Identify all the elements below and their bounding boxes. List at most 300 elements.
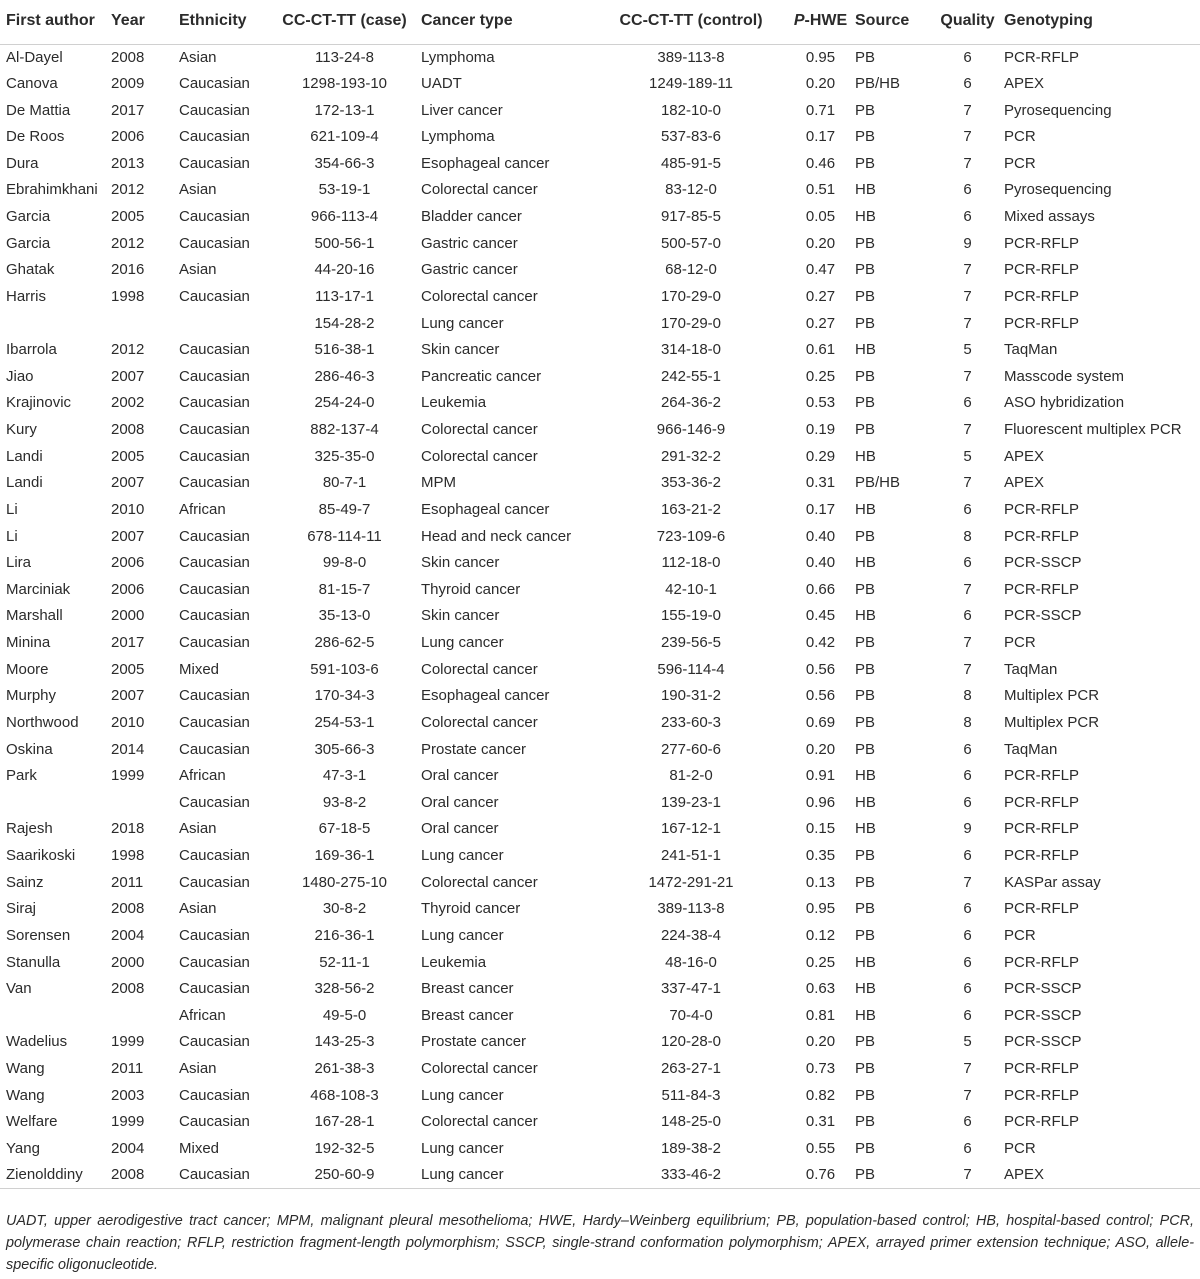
cell-genotyping: APEX [1004, 74, 1045, 92]
cell-control-genotypes: 333-46-2 [660, 1166, 722, 1184]
cell-quality: 6 [963, 926, 972, 944]
cell-first-author: Ibarrola [6, 341, 57, 359]
header-cancer-type: Cancer type [421, 0, 596, 44]
cell-quality: 5 [963, 341, 972, 359]
cell-cancer-type: Pancreatic cancer [421, 367, 542, 385]
cell-p-hwe: 0.20 [805, 74, 836, 92]
cell-source: PB [855, 1086, 876, 1104]
cell-first-author: Dura [6, 154, 39, 172]
cell-control-genotypes: 190-31-2 [660, 687, 722, 705]
cell-quality: 6 [963, 48, 972, 66]
cell-p-hwe: 0.31 [805, 474, 836, 492]
cell-control-genotypes: 596-114-4 [657, 660, 725, 678]
cell-year: 1999 [111, 1113, 145, 1131]
cell-quality: 7 [963, 128, 972, 146]
cell-case-genotypes: 1480-275-10 [301, 873, 388, 891]
cell-case-genotypes: 53-19-1 [318, 181, 371, 199]
cell-cancer-type: Colorectal cancer [421, 447, 538, 465]
cell-ethnicity: Asian [179, 820, 217, 838]
cell-source: PB [855, 128, 876, 146]
cell-control-genotypes: 155-19-0 [660, 607, 722, 625]
cell-cancer-type: Lung cancer [421, 634, 504, 652]
cell-ethnicity: Caucasian [179, 74, 250, 92]
cell-year: 2009 [111, 74, 145, 92]
cell-control-genotypes: 1249-189-11 [649, 74, 733, 92]
cell-p-hwe: 0.76 [805, 1166, 836, 1184]
cell-ethnicity: Caucasian [179, 154, 250, 172]
cell-first-author: Harris [6, 287, 46, 305]
cell-ethnicity: Caucasian [179, 687, 250, 705]
table-row [0, 1162, 1200, 1189]
cell-source: PB [855, 314, 876, 332]
cell-quality: 6 [963, 500, 972, 518]
cell-cancer-type: Skin cancer [421, 341, 500, 359]
cell-cancer-type: Gastric cancer [421, 234, 518, 252]
cell-source: HB [855, 500, 876, 518]
cell-genotyping: Mixed assays [1004, 208, 1095, 226]
cell-quality: 6 [963, 900, 972, 918]
cell-year: 2008 [111, 980, 145, 998]
cell-year: 2000 [111, 607, 145, 625]
cell-year: 2010 [111, 713, 145, 731]
cell-year [111, 1003, 173, 1030]
table-row [0, 976, 1200, 1003]
cell-quality: 7 [963, 261, 972, 279]
cell-p-hwe: 0.63 [805, 980, 836, 998]
cell-quality: 7 [963, 367, 972, 385]
cell-ethnicity: Mixed [179, 660, 220, 678]
cell-cancer-type: Bladder cancer [421, 208, 522, 226]
cell-case-genotypes: 325-35-0 [314, 447, 375, 465]
table-row [0, 230, 1200, 257]
table-row [0, 683, 1200, 710]
cell-source: HB [855, 341, 876, 359]
cell-first-author: Welfare [6, 1113, 58, 1131]
cell-first-author: De Roos [6, 128, 65, 146]
cell-first-author: Krajinovic [6, 394, 72, 412]
cell-ethnicity: Caucasian [179, 580, 250, 598]
cell-cancer-type: Colorectal cancer [421, 873, 538, 891]
cell-control-genotypes: 148-25-0 [660, 1113, 722, 1131]
cell-p-hwe: 0.20 [805, 740, 836, 758]
cell-control-genotypes: 966-146-9 [656, 421, 726, 439]
cell-year: 2006 [111, 580, 145, 598]
cell-genotyping: TaqMan [1004, 660, 1058, 678]
cell-control-genotypes: 233-60-3 [660, 713, 722, 731]
cell-ethnicity: African [179, 1006, 226, 1024]
cell-source: HB [855, 607, 876, 625]
table-row [0, 923, 1200, 950]
cell-cancer-type: Breast cancer [421, 980, 514, 998]
cell-genotyping: PCR-RFLP [1004, 1060, 1080, 1078]
cell-source: PB/HB [855, 74, 901, 92]
cell-case-genotypes: 192-32-5 [314, 1139, 375, 1157]
cell-quality: 6 [963, 607, 972, 625]
cell-source: PB [855, 926, 876, 944]
cell-case-genotypes: 966-113-4 [310, 208, 379, 226]
cell-p-hwe: 0.95 [805, 48, 836, 66]
cell-quality: 6 [963, 554, 972, 572]
cell-case-genotypes: 250-60-9 [314, 1166, 375, 1184]
table-row [0, 1029, 1200, 1056]
table-row [0, 310, 1200, 337]
cell-source: HB [855, 208, 876, 226]
cell-first-author: Van [6, 980, 32, 998]
cell-source: PB [855, 1060, 876, 1078]
cell-case-genotypes: 52-11-1 [319, 953, 370, 971]
header-year: Year [111, 0, 173, 44]
cell-case-genotypes: 1298-193-10 [301, 74, 388, 92]
cell-first-author: Jiao [6, 367, 34, 385]
table-row [0, 896, 1200, 923]
cell-p-hwe: 0.66 [805, 580, 836, 598]
cell-quality: 7 [963, 873, 972, 891]
cell-ethnicity: Caucasian [179, 607, 250, 625]
cell-p-hwe: 0.12 [805, 926, 836, 944]
table-row [0, 497, 1200, 524]
table-row [0, 949, 1200, 976]
table-row [0, 177, 1200, 204]
cell-cancer-type: Thyroid cancer [421, 900, 521, 918]
cell-first-author: Garcia [6, 234, 51, 252]
cell-control-genotypes: 723-109-6 [656, 527, 726, 545]
cell-genotyping: APEX [1004, 447, 1045, 465]
cell-ethnicity: Mixed [179, 1139, 220, 1157]
cell-p-hwe: 0.56 [805, 687, 836, 705]
cell-year: 2012 [111, 234, 145, 252]
table-row [0, 44, 1200, 71]
cell-year: 2008 [111, 900, 145, 918]
cell-p-hwe: 0.81 [805, 1006, 836, 1024]
cell-year: 2012 [111, 341, 145, 359]
cell-cancer-type: Esophageal cancer [421, 154, 550, 172]
header-first-author: First author [0, 0, 111, 44]
cell-genotyping: PCR-RFLP [1004, 953, 1080, 971]
cell-p-hwe: 0.45 [805, 607, 836, 625]
table-row [0, 124, 1200, 151]
cell-first-author [0, 310, 111, 337]
cell-year: 2006 [111, 128, 145, 146]
cell-p-hwe: 0.31 [805, 1113, 836, 1131]
cell-control-genotypes: 389-113-8 [657, 900, 725, 918]
cell-first-author: Landi [6, 474, 43, 492]
cell-genotyping: PCR-SSCP [1004, 607, 1082, 625]
cell-case-genotypes: 67-18-5 [318, 820, 371, 838]
cell-ethnicity: Asian [179, 1060, 217, 1078]
cell-case-genotypes: 113-17-1 [315, 287, 374, 305]
cell-ethnicity: Caucasian [179, 287, 250, 305]
cell-case-genotypes: 621-109-4 [310, 128, 379, 146]
cell-quality: 6 [963, 1006, 972, 1024]
cell-case-genotypes: 678-114-11 [307, 527, 382, 545]
cell-ethnicity: Caucasian [179, 474, 250, 492]
cell-control-genotypes: 353-36-2 [660, 474, 722, 492]
cell-control-genotypes: 239-56-5 [660, 634, 722, 652]
cell-control-genotypes: 500-57-0 [660, 234, 722, 252]
cell-control-genotypes: 264-36-2 [660, 394, 722, 412]
cell-year: 2002 [111, 394, 145, 412]
cell-p-hwe: 0.20 [805, 234, 836, 252]
cell-case-genotypes: 305-66-3 [314, 740, 375, 758]
cell-p-hwe: 0.96 [805, 793, 836, 811]
cell-control-genotypes: 81-2-0 [669, 767, 713, 785]
cell-genotyping: PCR-RFLP [1004, 1086, 1080, 1104]
cell-year: 1999 [111, 1033, 145, 1051]
cell-ethnicity: Caucasian [179, 793, 250, 811]
cell-control-genotypes: 83-12-0 [665, 181, 717, 199]
header-p-hwe-italic: P [793, 11, 805, 29]
table-row [0, 656, 1200, 683]
cell-cancer-type: Colorectal cancer [421, 1060, 538, 1078]
cell-source: PB [855, 1139, 876, 1157]
table-row [0, 869, 1200, 896]
cell-control-genotypes: 120-28-0 [660, 1033, 722, 1051]
cell-ethnicity: Caucasian [179, 447, 250, 465]
cell-genotyping: PCR-RFLP [1004, 48, 1080, 66]
table-row [0, 523, 1200, 550]
cell-year: 2003 [111, 1086, 145, 1104]
cell-year: 2008 [111, 48, 145, 66]
cell-control-genotypes: 170-29-0 [660, 287, 722, 305]
cell-year: 2011 [111, 1060, 144, 1078]
cell-cancer-type: Lung cancer [421, 1086, 504, 1104]
cell-first-author: Marshall [6, 607, 63, 625]
cell-quality: 7 [963, 287, 972, 305]
cell-first-author: Northwood [6, 713, 79, 731]
cell-quality: 6 [963, 793, 972, 811]
cell-p-hwe: 0.40 [805, 554, 836, 572]
cell-year: 2004 [111, 1139, 145, 1157]
cell-cancer-type: Esophageal cancer [421, 687, 550, 705]
cell-case-genotypes: 81-15-7 [318, 580, 371, 598]
cell-case-genotypes: 30-8-2 [322, 900, 367, 918]
cell-cancer-type: Lung cancer [421, 926, 504, 944]
cell-genotyping: PCR [1004, 154, 1036, 172]
cell-first-author: Saarikoski [6, 847, 76, 865]
cell-source: HB [855, 181, 876, 199]
cell-control-genotypes: 537-83-6 [660, 128, 722, 146]
cell-p-hwe: 0.61 [805, 341, 836, 359]
table-row [0, 603, 1200, 630]
cell-control-genotypes: 485-91-5 [660, 154, 722, 172]
table-row [0, 630, 1200, 657]
table-row [0, 1109, 1200, 1136]
table-row [0, 257, 1200, 284]
cell-ethnicity: Caucasian [179, 713, 250, 731]
table-row [0, 843, 1200, 870]
cell-cancer-type: Lung cancer [421, 1166, 504, 1184]
cell-source: PB [855, 900, 876, 918]
cell-p-hwe: 0.27 [805, 287, 836, 305]
cell-case-genotypes: 261-38-3 [314, 1060, 375, 1078]
cell-ethnicity: Caucasian [179, 926, 250, 944]
table-row [0, 1136, 1200, 1163]
cell-p-hwe: 0.71 [805, 101, 836, 119]
cell-year: 2006 [111, 554, 145, 572]
cell-p-hwe: 0.13 [805, 873, 836, 891]
cell-control-genotypes: 48-16-0 [665, 953, 717, 971]
cell-control-genotypes: 242-55-1 [660, 367, 722, 385]
cell-case-genotypes: 113-24-8 [315, 48, 374, 66]
cell-cancer-type: Leukemia [421, 394, 487, 412]
header-p-hwe [786, 0, 855, 44]
cell-quality: 6 [963, 980, 972, 998]
cell-quality: 8 [963, 687, 972, 705]
cell-control-genotypes: 68-12-0 [665, 261, 717, 279]
cell-genotyping: Masscode system [1004, 367, 1125, 385]
cell-source: PB [855, 394, 876, 412]
cell-first-author: Moore [6, 660, 49, 678]
cell-control-genotypes: 70-4-0 [669, 1006, 713, 1024]
cell-p-hwe: 0.42 [805, 634, 836, 652]
cell-quality: 9 [963, 820, 972, 838]
cell-ethnicity [173, 310, 268, 337]
table-row [0, 97, 1200, 124]
cell-source: HB [855, 447, 876, 465]
cell-quality: 7 [963, 580, 972, 598]
cell-cancer-type: Skin cancer [421, 607, 500, 625]
cell-quality: 7 [963, 1086, 972, 1104]
cell-genotyping: PCR [1004, 128, 1036, 146]
cell-first-author: Stanulla [6, 953, 61, 971]
cell-genotyping: Fluorescent multiplex PCR [1004, 421, 1182, 439]
cell-quality: 6 [963, 208, 972, 226]
cell-cancer-type: Lung cancer [421, 847, 504, 865]
cell-p-hwe: 0.17 [805, 500, 836, 518]
cell-case-genotypes: 254-53-1 [314, 713, 375, 731]
cell-quality: 7 [963, 1060, 972, 1078]
cell-cancer-type: Colorectal cancer [421, 421, 538, 439]
cell-cancer-type: Oral cancer [421, 767, 499, 785]
cell-quality: 6 [963, 740, 972, 758]
cell-source: PB [855, 234, 876, 252]
cell-source: HB [855, 1006, 876, 1024]
cell-year: 2011 [111, 873, 144, 891]
cell-control-genotypes: 170-29-0 [660, 314, 722, 332]
header-case-genotypes: CC-CT-TT (case) [268, 0, 421, 44]
cell-quality: 6 [963, 394, 972, 412]
cell-year: 2000 [111, 953, 145, 971]
cell-year: 2018 [111, 820, 145, 838]
cell-p-hwe: 0.05 [805, 208, 836, 226]
cell-genotyping: PCR-RFLP [1004, 234, 1080, 252]
cell-ethnicity: Caucasian [179, 847, 250, 865]
cell-genotyping: PCR-RFLP [1004, 900, 1080, 918]
header-quality: Quality [931, 0, 1004, 44]
cell-ethnicity: Caucasian [179, 421, 250, 439]
cell-ethnicity: Caucasian [179, 128, 250, 146]
cell-case-genotypes: 143-25-3 [314, 1033, 375, 1051]
cell-ethnicity: Caucasian [179, 101, 250, 119]
cell-cancer-type: Lymphoma [421, 48, 495, 66]
cell-p-hwe: 0.27 [805, 314, 836, 332]
cell-source: PB [855, 580, 876, 598]
cell-control-genotypes: 167-12-1 [660, 820, 722, 838]
cell-control-genotypes: 42-10-1 [665, 580, 717, 598]
table-row [0, 364, 1200, 391]
cell-source: PB [855, 287, 876, 305]
cell-first-author: Murphy [6, 687, 57, 705]
cell-first-author: Garcia [6, 208, 51, 226]
cell-control-genotypes: 917-85-5 [660, 208, 722, 226]
cell-ethnicity: Caucasian [179, 1086, 250, 1104]
cell-case-genotypes: 80-7-1 [322, 474, 367, 492]
cell-cancer-type: Oral cancer [421, 793, 499, 811]
cell-case-genotypes: 47-3-1 [322, 767, 367, 785]
cell-source: HB [855, 980, 876, 998]
cell-control-genotypes: 1472-291-21 [648, 873, 734, 891]
cell-quality: 7 [963, 314, 972, 332]
cell-case-genotypes: 85-49-7 [318, 500, 371, 518]
cell-p-hwe: 0.25 [805, 367, 836, 385]
cell-source: PB [855, 48, 876, 66]
cell-ethnicity: Caucasian [179, 394, 250, 412]
cell-cancer-type: Gastric cancer [421, 261, 518, 279]
cell-ethnicity: Caucasian [179, 1113, 250, 1131]
cell-control-genotypes: 511-84-3 [661, 1086, 721, 1104]
table-row [0, 550, 1200, 577]
cell-source: PB [855, 154, 876, 172]
cell-cancer-type: Prostate cancer [421, 740, 527, 758]
cell-first-author: Rajesh [6, 820, 53, 838]
cell-first-author [0, 790, 111, 817]
cell-p-hwe: 0.15 [805, 820, 836, 838]
cell-cancer-type: Colorectal cancer [421, 713, 538, 731]
table-row [0, 1056, 1200, 1083]
table-row [0, 390, 1200, 417]
cell-source: PB [855, 660, 876, 678]
cell-case-genotypes: 154-28-2 [314, 314, 375, 332]
table-row [0, 284, 1200, 311]
cell-ethnicity: Caucasian [179, 1166, 250, 1184]
cell-cancer-type: Lung cancer [421, 314, 504, 332]
cell-p-hwe: 0.69 [805, 713, 836, 731]
cell-first-author: Minina [6, 634, 51, 652]
cell-cancer-type: Breast cancer [421, 1006, 514, 1024]
cell-cancer-type: Liver cancer [421, 101, 503, 119]
cell-cancer-type: Colorectal cancer [421, 660, 538, 678]
cell-genotyping: PCR [1004, 634, 1036, 652]
table-row [0, 1003, 1200, 1030]
cell-source: PB [855, 634, 876, 652]
cell-ethnicity: Asian [179, 48, 217, 66]
cell-ethnicity: Caucasian [179, 634, 250, 652]
cell-control-genotypes: 224-38-4 [660, 926, 722, 944]
table-row [0, 790, 1200, 817]
cell-year: 1998 [111, 287, 145, 305]
cell-genotyping: PCR-RFLP [1004, 314, 1080, 332]
cell-ethnicity: Caucasian [179, 980, 250, 998]
cell-first-author: Al-Dayel [6, 48, 63, 66]
cell-case-genotypes: 169-36-1 [314, 847, 375, 865]
cell-genotyping: PCR-SSCP [1004, 554, 1082, 572]
cell-ethnicity: Caucasian [179, 367, 250, 385]
cell-control-genotypes: 241-51-1 [660, 847, 722, 865]
cell-case-genotypes: 167-28-1 [314, 1113, 375, 1131]
table-body [0, 44, 1200, 1189]
cell-year: 2010 [111, 500, 145, 518]
cell-quality: 6 [963, 1139, 972, 1157]
cell-first-author: Yang [6, 1139, 40, 1157]
cell-source: PB [855, 367, 876, 385]
cell-ethnicity: Asian [179, 181, 217, 199]
cell-source: PB [855, 1113, 876, 1131]
cell-genotyping: PCR-RFLP [1004, 261, 1080, 279]
cell-first-author: Li [6, 500, 18, 518]
cell-p-hwe: 0.25 [805, 953, 836, 971]
cell-source: HB [855, 554, 876, 572]
cell-first-author: De Mattia [6, 101, 71, 119]
